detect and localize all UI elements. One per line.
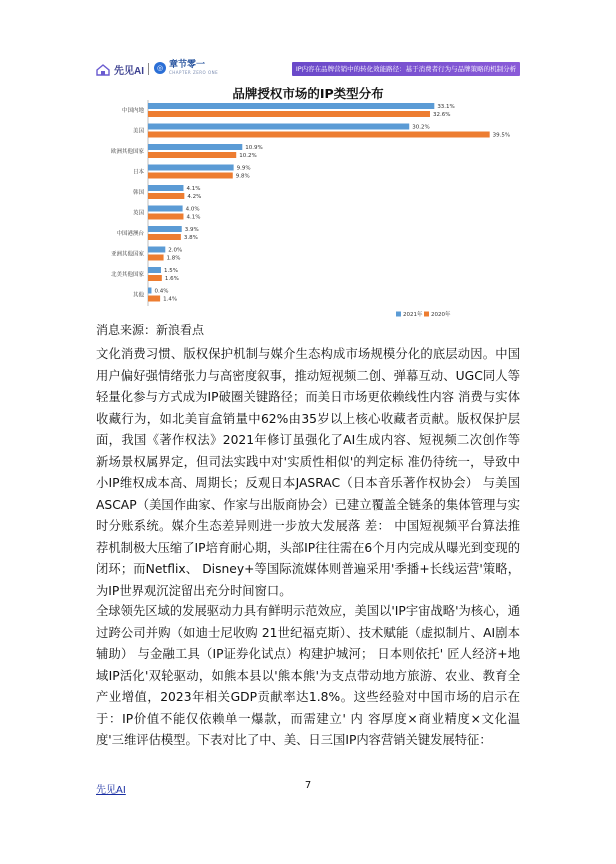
chart-title: 品牌授权市场的IP类型分布 [232, 86, 384, 101]
bar-2020-8 [148, 255, 164, 261]
value-label: 3.9% [184, 227, 199, 234]
value-label: 10.9% [245, 145, 263, 152]
bar-2020-4 [148, 173, 233, 179]
xianjian-logo-text: 先见AI [114, 66, 144, 77]
value-label: 3.8% [183, 235, 198, 242]
bar-2020-10 [148, 296, 160, 302]
bar-2021-10 [148, 288, 151, 294]
bar-2021-1 [148, 103, 434, 109]
category-label: 英国 [132, 210, 144, 217]
category-label: 其他 [132, 292, 144, 299]
legend-label: 2021年 [403, 312, 423, 318]
category-label: 欧洲其他国家 [110, 149, 144, 155]
bar-2020-7 [148, 234, 181, 240]
bar-2021-8 [148, 247, 165, 253]
paragraph-1: 文化消费习惯、版权保护机制与媒介生态构成市场规模分化的底层动因。中国用户偏好强情绪张力与高密度叙事，推动短视频二创、弹幕互动、UGC同人等轻量化参与方式成为IP破圈关键路径；而美日市场更依赖线性内容 消费与实体收藏行为，如北美盲盒销量中62%由35岁以上核心收藏者贡献。版权保护层面，我国《著作权法》2021年修订虽强化了AI生成内容、短视频二次创作等新场景权属界定，但司法实践中对'实质性相似'的判定标 准仍待统一，导致中小IP维权成本高、周期长；反观日本JASRAC（日本音乐著作权协会） 与美国ASCAP（美国作曲家、作家与出版商协会）已建立覆盖全链条的集体管理与实时分账系统。媒介生态差异则进一步放大发展落 差： 中国短视频平台算法推荐机制极大压缩了IP培育耐心期，头部IP往往需在6个月内完成从曝光到变现的闭环；而Netflix、 Disney+等国际流媒体则普遍采用'季播+长线运营'策略，为IP世界观沉淀留出充分时间窗口。 [96, 347, 520, 598]
legend-swatch-2020 [424, 312, 429, 317]
value-label: 33.1% [437, 104, 455, 111]
value-label: 1.5% [163, 268, 178, 275]
footer-brand-link[interactable]: 先见AI [96, 785, 126, 796]
xianjian-logo [96, 62, 144, 77]
category-label: 美国 [132, 128, 144, 135]
value-label: 10.2% [239, 153, 257, 160]
bar-2021-2 [148, 124, 409, 130]
category-label: 亚洲其他国家 [110, 251, 144, 258]
page-header [96, 60, 520, 80]
bar-2021-7 [148, 226, 182, 232]
value-label: 39.5% [492, 132, 511, 139]
value-label: 1.6% [164, 276, 179, 283]
value-label: 1.4% [163, 296, 178, 303]
bar-2021-3 [148, 144, 242, 150]
ip-type-distribution-chart [96, 100, 520, 322]
chart-source: 消息来源：新浪看点 [96, 323, 205, 337]
value-label: 4.0% [185, 206, 200, 213]
value-label: 32.6% [432, 112, 451, 119]
value-label: 0.4% [154, 288, 169, 295]
paragraph-2: 全球领先区域的发展驱动力具有鲜明示范效应，美国以'IP宇宙战略'为核心，通过跨公司并购（如迪士尼收购 21世纪福克斯）、技术赋能（虚拟制片、AI剧本辅助） 与金融工具（IP证券化试点）构建护城河； 日本则依托' 匠人经济+地域IP活化'双轮驱动，如熊本县以'熊本熊'为支点带动地方旅游、农业、教育全产业增值，2023年相关GDP贡献率达1.8%。这些经验对中国市场的启示在于：IP价值不能仅依赖单一爆款，而需建立' 内 容厚度×商业精度×文化温度'三维评估模型。下表对比了中、美、日三国IP内容营销关键发展特征： [96, 604, 520, 747]
category-label: 北美其他国家 [110, 272, 144, 278]
chapter-logo-icon: ◎ [154, 62, 166, 74]
bar-2020-1 [148, 111, 430, 117]
chapter-logo-subtext: CHAPTER ZERO ONE [169, 70, 219, 75]
legend-label: 2020年 [431, 312, 451, 318]
value-label: 4.1% [186, 186, 201, 193]
bar-2020-6 [148, 214, 183, 220]
chapter-logo-text: 章节零一 [169, 60, 206, 70]
bar-2021-5 [148, 185, 183, 191]
category-label: 中国内地 [121, 108, 144, 114]
report-title-banner: IP内容在品牌营销中的转化效能路径：基于消费者行为与品牌策略的机制分析 [292, 62, 520, 76]
value-label: 1.8% [166, 255, 181, 262]
bar-2020-9 [148, 275, 162, 281]
category-label: 日本 [132, 169, 144, 176]
value-label: 9.8% [235, 173, 250, 180]
value-label: 4.1% [186, 214, 201, 221]
bar-2020-5 [148, 193, 184, 199]
bar-2021-6 [148, 206, 183, 212]
value-label: 2.0% [168, 247, 183, 254]
chapter-logo [154, 61, 218, 75]
bar-2021-9 [148, 267, 161, 273]
value-label: 30.2% [412, 124, 430, 131]
bar-2021-4 [148, 165, 234, 171]
house-logo-icon [96, 64, 110, 76]
value-label: 9.9% [236, 165, 251, 172]
value-label: 4.2% [187, 194, 202, 201]
legend-swatch-2021 [396, 312, 401, 317]
bar-2020-2 [148, 132, 490, 138]
page-number: 7 [304, 780, 312, 791]
bar-2020-3 [148, 152, 236, 158]
logo-divider [148, 63, 149, 75]
category-label: 中国港澳台 [116, 231, 144, 237]
category-label: 韩国 [132, 190, 144, 196]
